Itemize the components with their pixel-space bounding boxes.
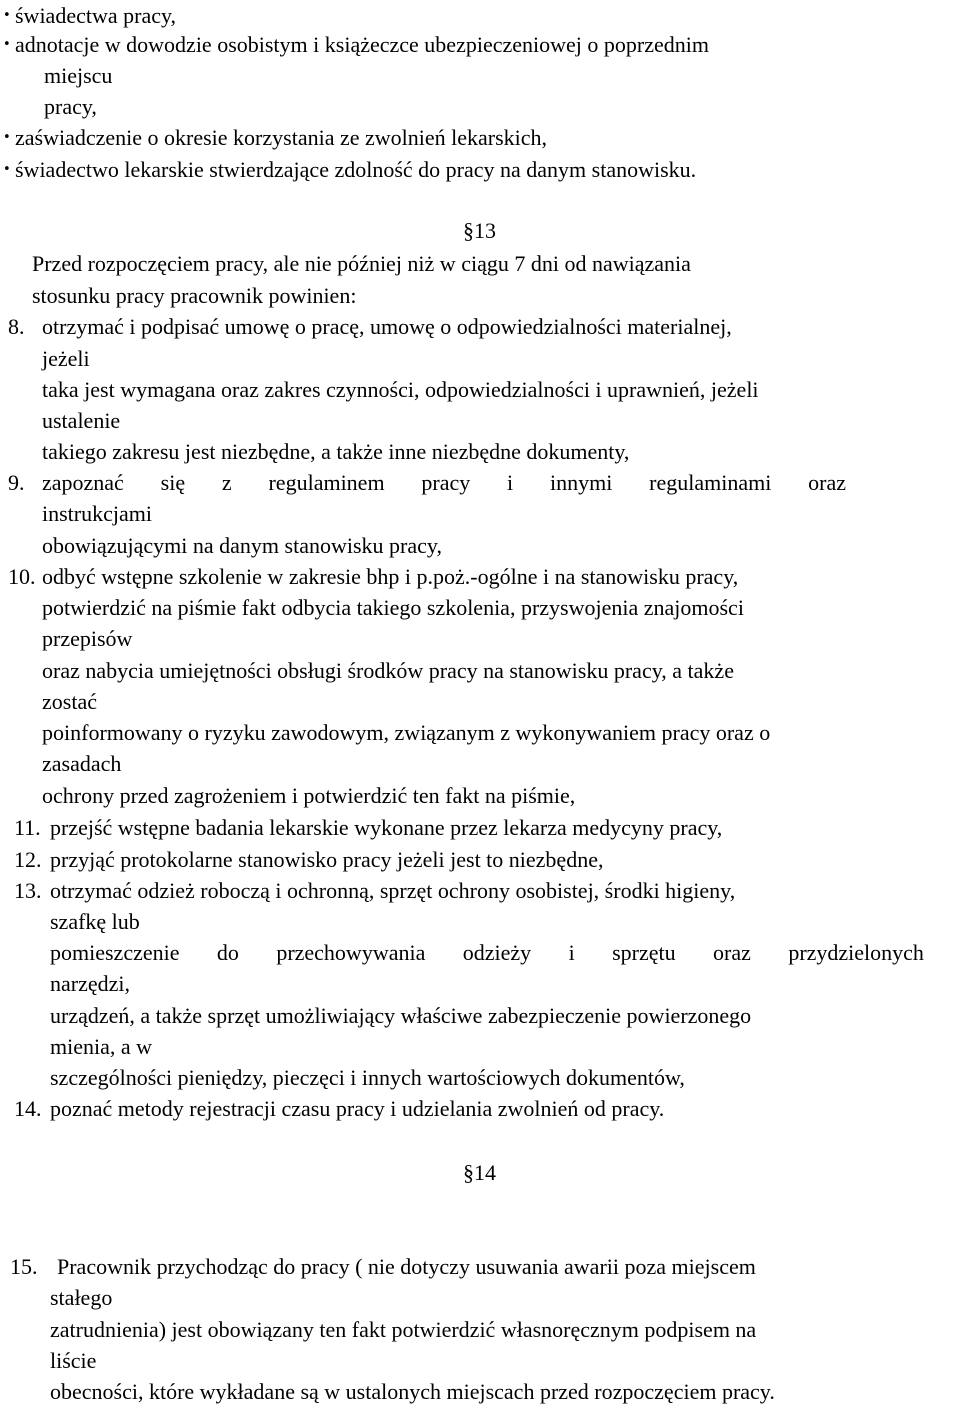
item-13-justified-line [50,937,924,969]
item-15-line: liście [50,1348,97,1373]
section-13-intro: Przed rozpoczęciem pracy, ale nie później niż w ciągu 7 dni od nawiązania [32,251,691,276]
item-9-line: instrukcjami [42,501,152,526]
bullet-item: świadectwo lekarskie stwierdzające zdolność do pracy na danym stanowisku. [15,157,697,182]
word: pracy [421,470,471,495]
item-8-line: taka jest wymagana oraz zakres czynności, odpowiedzialności i uprawnień, jeżeli [42,377,759,402]
item-15-line: zatrudnienia) jest obowiązany ten fakt potwierdzić własnoręcznym podpisem na [50,1317,757,1342]
item-10-line: przepisów [42,626,133,651]
bullet-icon: • [3,37,11,52]
item-9-first-line [42,467,846,499]
item-15-number: 15. [10,1254,38,1279]
word: regulaminem [268,470,385,495]
word: do [216,940,239,965]
item-11-number: 11. [14,815,41,840]
word: i [568,940,575,965]
item-11-line: przejść wstępne badania lekarskie wykonane przez lekarza medycyny pracy, [50,815,723,840]
item-12-number: 12. [14,847,42,872]
item-13-line: szafkę lub [50,909,140,934]
item-10-line: odbyć wstępne szkolenie w zakresie bhp i p.poż.-ogólne i na stanowisku pracy, [42,564,739,589]
item-10-line: poinformowany o ryzyku zawodowym, związanym z wykonywaniem pracy oraz o [42,720,771,745]
bullet-icon: • [3,130,11,145]
section-13-intro: stosunku pracy pracownik powinien: [32,283,357,308]
word: i [507,470,514,495]
word: oraz [713,940,751,965]
item-13-number: 13. [14,878,42,903]
word: regulaminami [649,470,772,495]
item-14-number: 14. [14,1096,42,1121]
bullet-item: świadectwa pracy, [15,3,177,28]
item-10-line: zasadach [42,751,122,776]
item-8-line: otrzymać i podpisać umowę o pracę, umowę o odpowiedzialności materialnej, [42,314,732,339]
item-8-line: takiego zakresu jest niezbędne, a także inne niezbędne dokumenty, [42,439,630,464]
item-10-line: oraz nabycia umiejętności obsługi środków pracy na stanowisku pracy, a także [42,658,734,683]
item-12-line: przyjąć protokolarne stanowisko pracy jeżeli jest to niezbędne, [50,847,604,872]
section-13-heading: §13 [463,218,496,243]
item-10-line: potwierdzić na piśmie fakt odbycia takiego szkolenia, przyswojenia znajomości [42,595,744,620]
word: sprzętu [612,940,676,965]
bullet-item: zaświadczenie o okresie korzystania ze zwolnień lekarskich, [15,125,548,150]
word: przydzielonych [788,940,924,965]
item-8-line: ustalenie [42,408,121,433]
word: zapoznać [42,470,124,495]
word: innymi [549,470,613,495]
item-13-line: szczególności pieniędzy, pieczęci i innych wartościowych dokumentów, [50,1065,685,1090]
item-10-line: zostać [42,689,97,714]
bullet-item-continuation: miejscu [44,63,113,88]
word: przechowywania [276,940,426,965]
item-15-line: Pracownik przychodząc do pracy ( nie dotyczy usuwania awarii poza miejscem [57,1254,756,1279]
word: z [221,470,232,495]
item-9-line: obowiązującymi na danym stanowisku pracy, [42,533,442,558]
item-8-number: 8. [8,314,25,339]
section-14-heading: §14 [463,1160,496,1185]
word: oraz [808,470,846,495]
item-10-line: ochrony przed zagrożeniem i potwierdzić ten fakt na piśmie, [42,783,576,808]
item-13-line: otrzymać odzież roboczą i ochronną, sprzęt ochrony osobistej, środki higieny, [50,878,736,903]
word: odzieży [462,940,532,965]
item-13-line: narzędzi, [50,971,130,996]
item-9-number: 9. [8,470,25,495]
item-15-line: stałego [50,1285,113,1310]
word: pomieszczenie [50,940,180,965]
item-14-line: poznać metody rejestracji czasu pracy i udzielania zwolnień od pracy. [50,1096,665,1121]
item-13-line: mienia, a w [50,1034,153,1059]
bullet-icon: • [3,162,11,177]
word: się [160,470,186,495]
bullet-icon: • [3,8,11,23]
item-10-number: 10. [8,564,36,589]
item-15-line: obecności, które wykładane są w ustalonych miejscach przed rozpoczęciem pracy. [50,1379,775,1404]
item-13-line: urządzeń, a także sprzęt umożliwiający właściwe zabezpieczenie powierzonego [50,1003,752,1028]
bullet-item: adnotacje w dowodzie osobistym i książeczce ubezpieczeniowej o poprzednim [15,32,709,57]
item-8-line: jeżeli [42,346,90,371]
bullet-item-continuation: pracy, [44,94,97,119]
